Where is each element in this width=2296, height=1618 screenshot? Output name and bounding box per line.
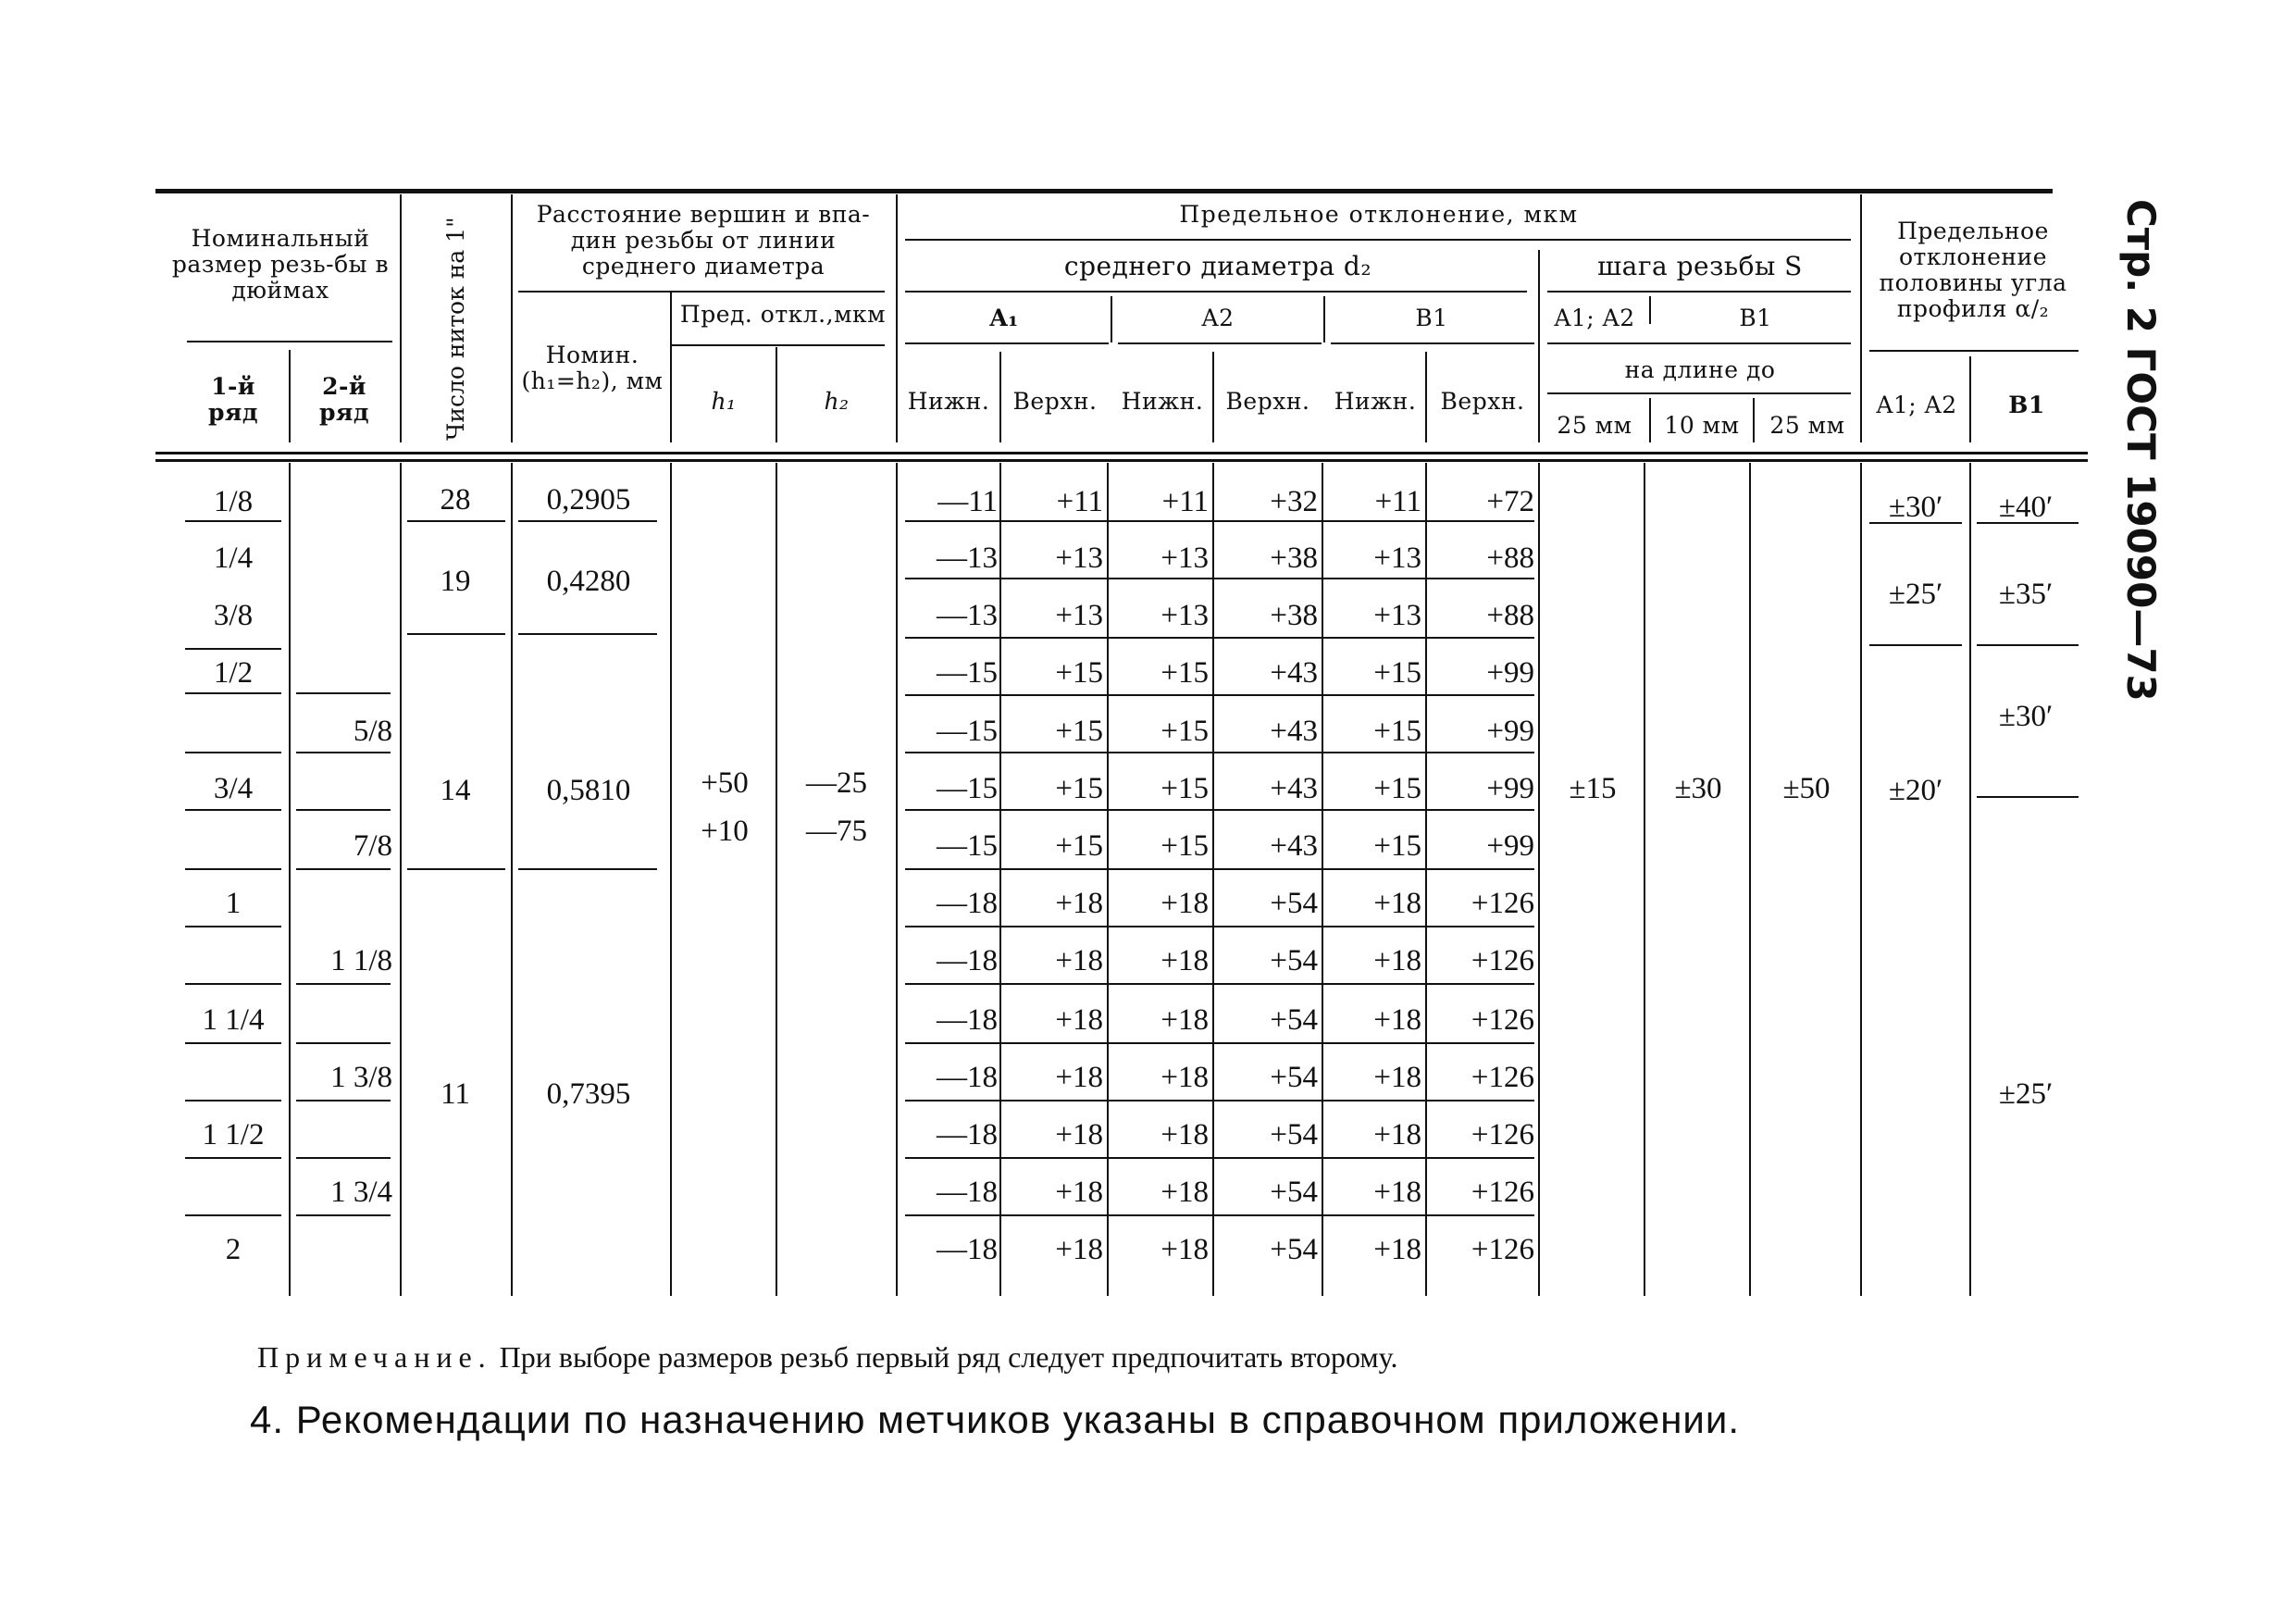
a1-upper-cell: +18 (1055, 1061, 1103, 1094)
row2-size-cell: 1 1/8 (330, 944, 392, 977)
a2-lower-cell: +15 (1160, 715, 1209, 748)
b1-lower-cell: +18 (1373, 1233, 1421, 1266)
header-len-10: 10 мм (1664, 412, 1740, 439)
header-b1-upper: Верхн. (1440, 388, 1525, 415)
tpi-14: 14 (440, 774, 471, 807)
a1-lower-cell: —18 (937, 887, 998, 920)
tpi-19: 19 (440, 565, 471, 598)
a2-upper-cell: +38 (1270, 599, 1318, 632)
header-pred-otkl: Пред. откл.,мкм (679, 301, 887, 328)
b1-upper-cell: +99 (1486, 829, 1534, 863)
a2-upper-cell: +54 (1270, 1003, 1318, 1037)
b1-upper-cell: +99 (1486, 715, 1534, 748)
row2-size-cell: 1 3/4 (330, 1176, 392, 1209)
b1-lower-cell: +15 (1373, 715, 1421, 748)
header-limit-deviation: Предельное отклонение, мкм (1179, 201, 1579, 228)
half-angle-a-3: ±20′ (1888, 774, 1943, 807)
b1-lower-cell: +18 (1373, 944, 1421, 977)
page-header: Стр. 2 ГОСТ 19090—73 (2118, 199, 2164, 702)
half-angle-b-2: ±35′ (1998, 578, 2054, 611)
a1-lower-cell: —18 (937, 1061, 998, 1094)
note-label: Примечание. (257, 1340, 492, 1374)
row1-size-cell: 3/8 (213, 599, 254, 632)
header-threads-per-inch: Число ниток на 1" (442, 217, 469, 441)
a1-upper-cell: +15 (1055, 829, 1103, 863)
table-note (257, 1340, 1397, 1375)
a2-lower-cell: +18 (1160, 1176, 1209, 1209)
a2-upper-cell: +32 (1270, 485, 1318, 518)
a1-lower-cell: —13 (937, 599, 998, 632)
header-half-angle: Предельное отклонение половины угла профиля α/₂ (1879, 218, 2067, 322)
row1-size-cell: 1 (225, 887, 242, 920)
a1-upper-cell: +11 (1056, 485, 1103, 518)
a1-upper-cell: +15 (1055, 772, 1103, 805)
header-pitch-b1: B1 (1739, 305, 1772, 331)
h2-upper: —25 (806, 766, 867, 800)
header-a2-lower: Нижн. (1121, 388, 1204, 415)
a2-lower-cell: +18 (1160, 944, 1209, 977)
h1-upper: +50 (701, 766, 749, 800)
header-h1: h₁ (711, 388, 737, 415)
header-a2: A2 (1201, 305, 1235, 331)
a1-lower-cell: —18 (937, 1003, 998, 1037)
a2-lower-cell: +18 (1160, 887, 1209, 920)
b1-lower-cell: +15 (1373, 829, 1421, 863)
half-angle-b-4: ±25′ (1998, 1077, 2054, 1111)
a2-lower-cell: +18 (1160, 1233, 1209, 1266)
a1-upper-cell: +13 (1055, 541, 1103, 575)
a2-upper-cell: +54 (1270, 1233, 1318, 1266)
row2-size-cell: 7/8 (353, 829, 392, 863)
pitch-a1a2: ±15 (1569, 772, 1617, 805)
a2-lower-cell: +15 (1160, 772, 1209, 805)
header-b1-lower: Нижн. (1334, 388, 1417, 415)
b1-upper-cell: +126 (1471, 1176, 1534, 1209)
header-row1: 1-й ряд (207, 373, 259, 426)
b1-lower-cell: +18 (1373, 1003, 1421, 1037)
paragraph-4: 4. Рекомендации по назначению метчиков указаны в справочном приложении. (250, 1398, 1740, 1441)
header-h2: h₂ (824, 388, 850, 415)
tpi-11: 11 (441, 1077, 470, 1111)
a1-lower-cell: —15 (937, 772, 998, 805)
a1-lower-cell: —15 (937, 656, 998, 690)
a2-lower-cell: +15 (1160, 829, 1209, 863)
header-a1-upper: Верхн. (1012, 388, 1098, 415)
tpi-28: 28 (440, 483, 471, 517)
a2-lower-cell: +18 (1160, 1061, 1209, 1094)
b1-upper-cell: +126 (1471, 1061, 1534, 1094)
a1-lower-cell: —18 (937, 1176, 998, 1209)
a1-upper-cell: +13 (1055, 599, 1103, 632)
a1-lower-cell: —15 (937, 829, 998, 863)
b1-lower-cell: +18 (1373, 887, 1421, 920)
b1-lower-cell: +18 (1373, 1118, 1421, 1151)
b1-upper-cell: +126 (1471, 1003, 1534, 1037)
a1-upper-cell: +15 (1055, 715, 1103, 748)
note-text: При выборе размеров резьб первый ряд следует предпочитать второму. (491, 1340, 1398, 1374)
a1-upper-cell: +18 (1055, 1176, 1103, 1209)
a1-lower-cell: —15 (937, 715, 998, 748)
row2-size-cell: 1 3/8 (330, 1061, 392, 1094)
pitch-b1-25: ±50 (1782, 772, 1831, 805)
a2-lower-cell: +13 (1160, 599, 1209, 632)
row1-size-cell: 1/2 (213, 656, 254, 690)
nominal-4: 0,7395 (546, 1077, 631, 1111)
header-pitch: шага резьбы S (1597, 251, 1803, 281)
a2-lower-cell: +18 (1160, 1003, 1209, 1037)
row1-size-cell: 1/4 (213, 541, 254, 575)
row1-size-cell: 3/4 (213, 772, 254, 805)
header-distance: Расстояние вершин и впа-дин резьбы от линии среднего диаметра (536, 201, 871, 280)
header-half-angle-a1a2: A1; A2 (1876, 392, 1957, 418)
header-half-angle-b1: B1 (2008, 392, 2045, 418)
a1-upper-cell: +18 (1055, 1118, 1103, 1151)
b1-upper-cell: +99 (1486, 656, 1534, 690)
header-b1: B1 (1415, 305, 1448, 331)
header-mid-diameter: среднего диаметра d₂ (1063, 251, 1372, 281)
header-len-25-b: 25 мм (1769, 412, 1845, 439)
a1-lower-cell: —18 (937, 944, 998, 977)
b1-upper-cell: +88 (1486, 541, 1534, 575)
half-angle-b-1: ±40′ (1998, 491, 2054, 524)
header-row2: 2-й ряд (318, 373, 370, 426)
row1-size-cell: 1/8 (213, 485, 254, 518)
a2-upper-cell: +54 (1270, 1061, 1318, 1094)
a2-upper-cell: +54 (1270, 944, 1318, 977)
a2-upper-cell: +43 (1270, 715, 1318, 748)
a1-upper-cell: +18 (1055, 1003, 1103, 1037)
a1-lower-cell: —18 (937, 1233, 998, 1266)
a2-lower-cell: +11 (1161, 485, 1209, 518)
half-angle-a-1: ±30′ (1888, 491, 1943, 524)
header-a2-upper: Верхн. (1225, 388, 1310, 415)
header-a1: A₁ (989, 305, 1019, 331)
row1-size-cell: 2 (225, 1233, 242, 1266)
row2-size-cell: 5/8 (353, 715, 392, 748)
a2-upper-cell: +43 (1270, 829, 1318, 863)
a2-lower-cell: +18 (1160, 1118, 1209, 1151)
b1-upper-cell: +72 (1486, 485, 1534, 518)
nominal-3: 0,5810 (546, 774, 631, 807)
a1-upper-cell: +18 (1055, 1233, 1103, 1266)
b1-upper-cell: +126 (1471, 887, 1534, 920)
b1-upper-cell: +99 (1486, 772, 1534, 805)
a1-upper-cell: +18 (1055, 944, 1103, 977)
a2-lower-cell: +15 (1160, 656, 1209, 690)
b1-lower-cell: +18 (1373, 1176, 1421, 1209)
a1-lower-cell: —13 (937, 541, 998, 575)
a1-upper-cell: +15 (1055, 656, 1103, 690)
a1-lower-cell: —11 (937, 485, 998, 518)
a2-upper-cell: +43 (1270, 772, 1318, 805)
a2-lower-cell: +13 (1160, 541, 1209, 575)
header-len-25-a: 25 мм (1557, 412, 1632, 439)
a2-upper-cell: +54 (1270, 1176, 1318, 1209)
header-a1-lower: Нижн. (907, 388, 990, 415)
b1-upper-cell: +126 (1471, 944, 1534, 977)
pitch-b1-10: ±30 (1674, 772, 1722, 805)
row1-size-cell: 1 1/2 (202, 1118, 265, 1151)
b1-lower-cell: +13 (1373, 541, 1421, 575)
b1-lower-cell: +15 (1373, 772, 1421, 805)
b1-upper-cell: +126 (1471, 1233, 1534, 1266)
b1-upper-cell: +88 (1486, 599, 1534, 632)
header-nominal: Номин. (h₁=h₂), мм (521, 342, 664, 394)
nominal-2: 0,4280 (546, 565, 631, 598)
header-pitch-a1a2: A1; A2 (1554, 305, 1635, 331)
b1-lower-cell: +13 (1373, 599, 1421, 632)
header-on-length: на длине до (1624, 356, 1776, 383)
h1-lower: +10 (701, 815, 749, 848)
b1-upper-cell: +126 (1471, 1118, 1534, 1151)
row1-size-cell: 1 1/4 (202, 1003, 265, 1037)
a2-upper-cell: +43 (1270, 656, 1318, 690)
header-nominal-size: Номинальный размер резь-бы в дюймах (171, 225, 390, 304)
a2-upper-cell: +54 (1270, 1118, 1318, 1151)
a1-upper-cell: +18 (1055, 887, 1103, 920)
a2-upper-cell: +54 (1270, 887, 1318, 920)
half-angle-b-3: ±30′ (1998, 700, 2054, 733)
h2-lower: —75 (806, 815, 867, 848)
a1-lower-cell: —18 (937, 1118, 998, 1151)
b1-lower-cell: +11 (1374, 485, 1421, 518)
nominal-1: 0,2905 (546, 483, 631, 517)
b1-lower-cell: +18 (1373, 1061, 1421, 1094)
a2-upper-cell: +38 (1270, 541, 1318, 575)
b1-lower-cell: +15 (1373, 656, 1421, 690)
half-angle-a-2: ±25′ (1888, 578, 1943, 611)
